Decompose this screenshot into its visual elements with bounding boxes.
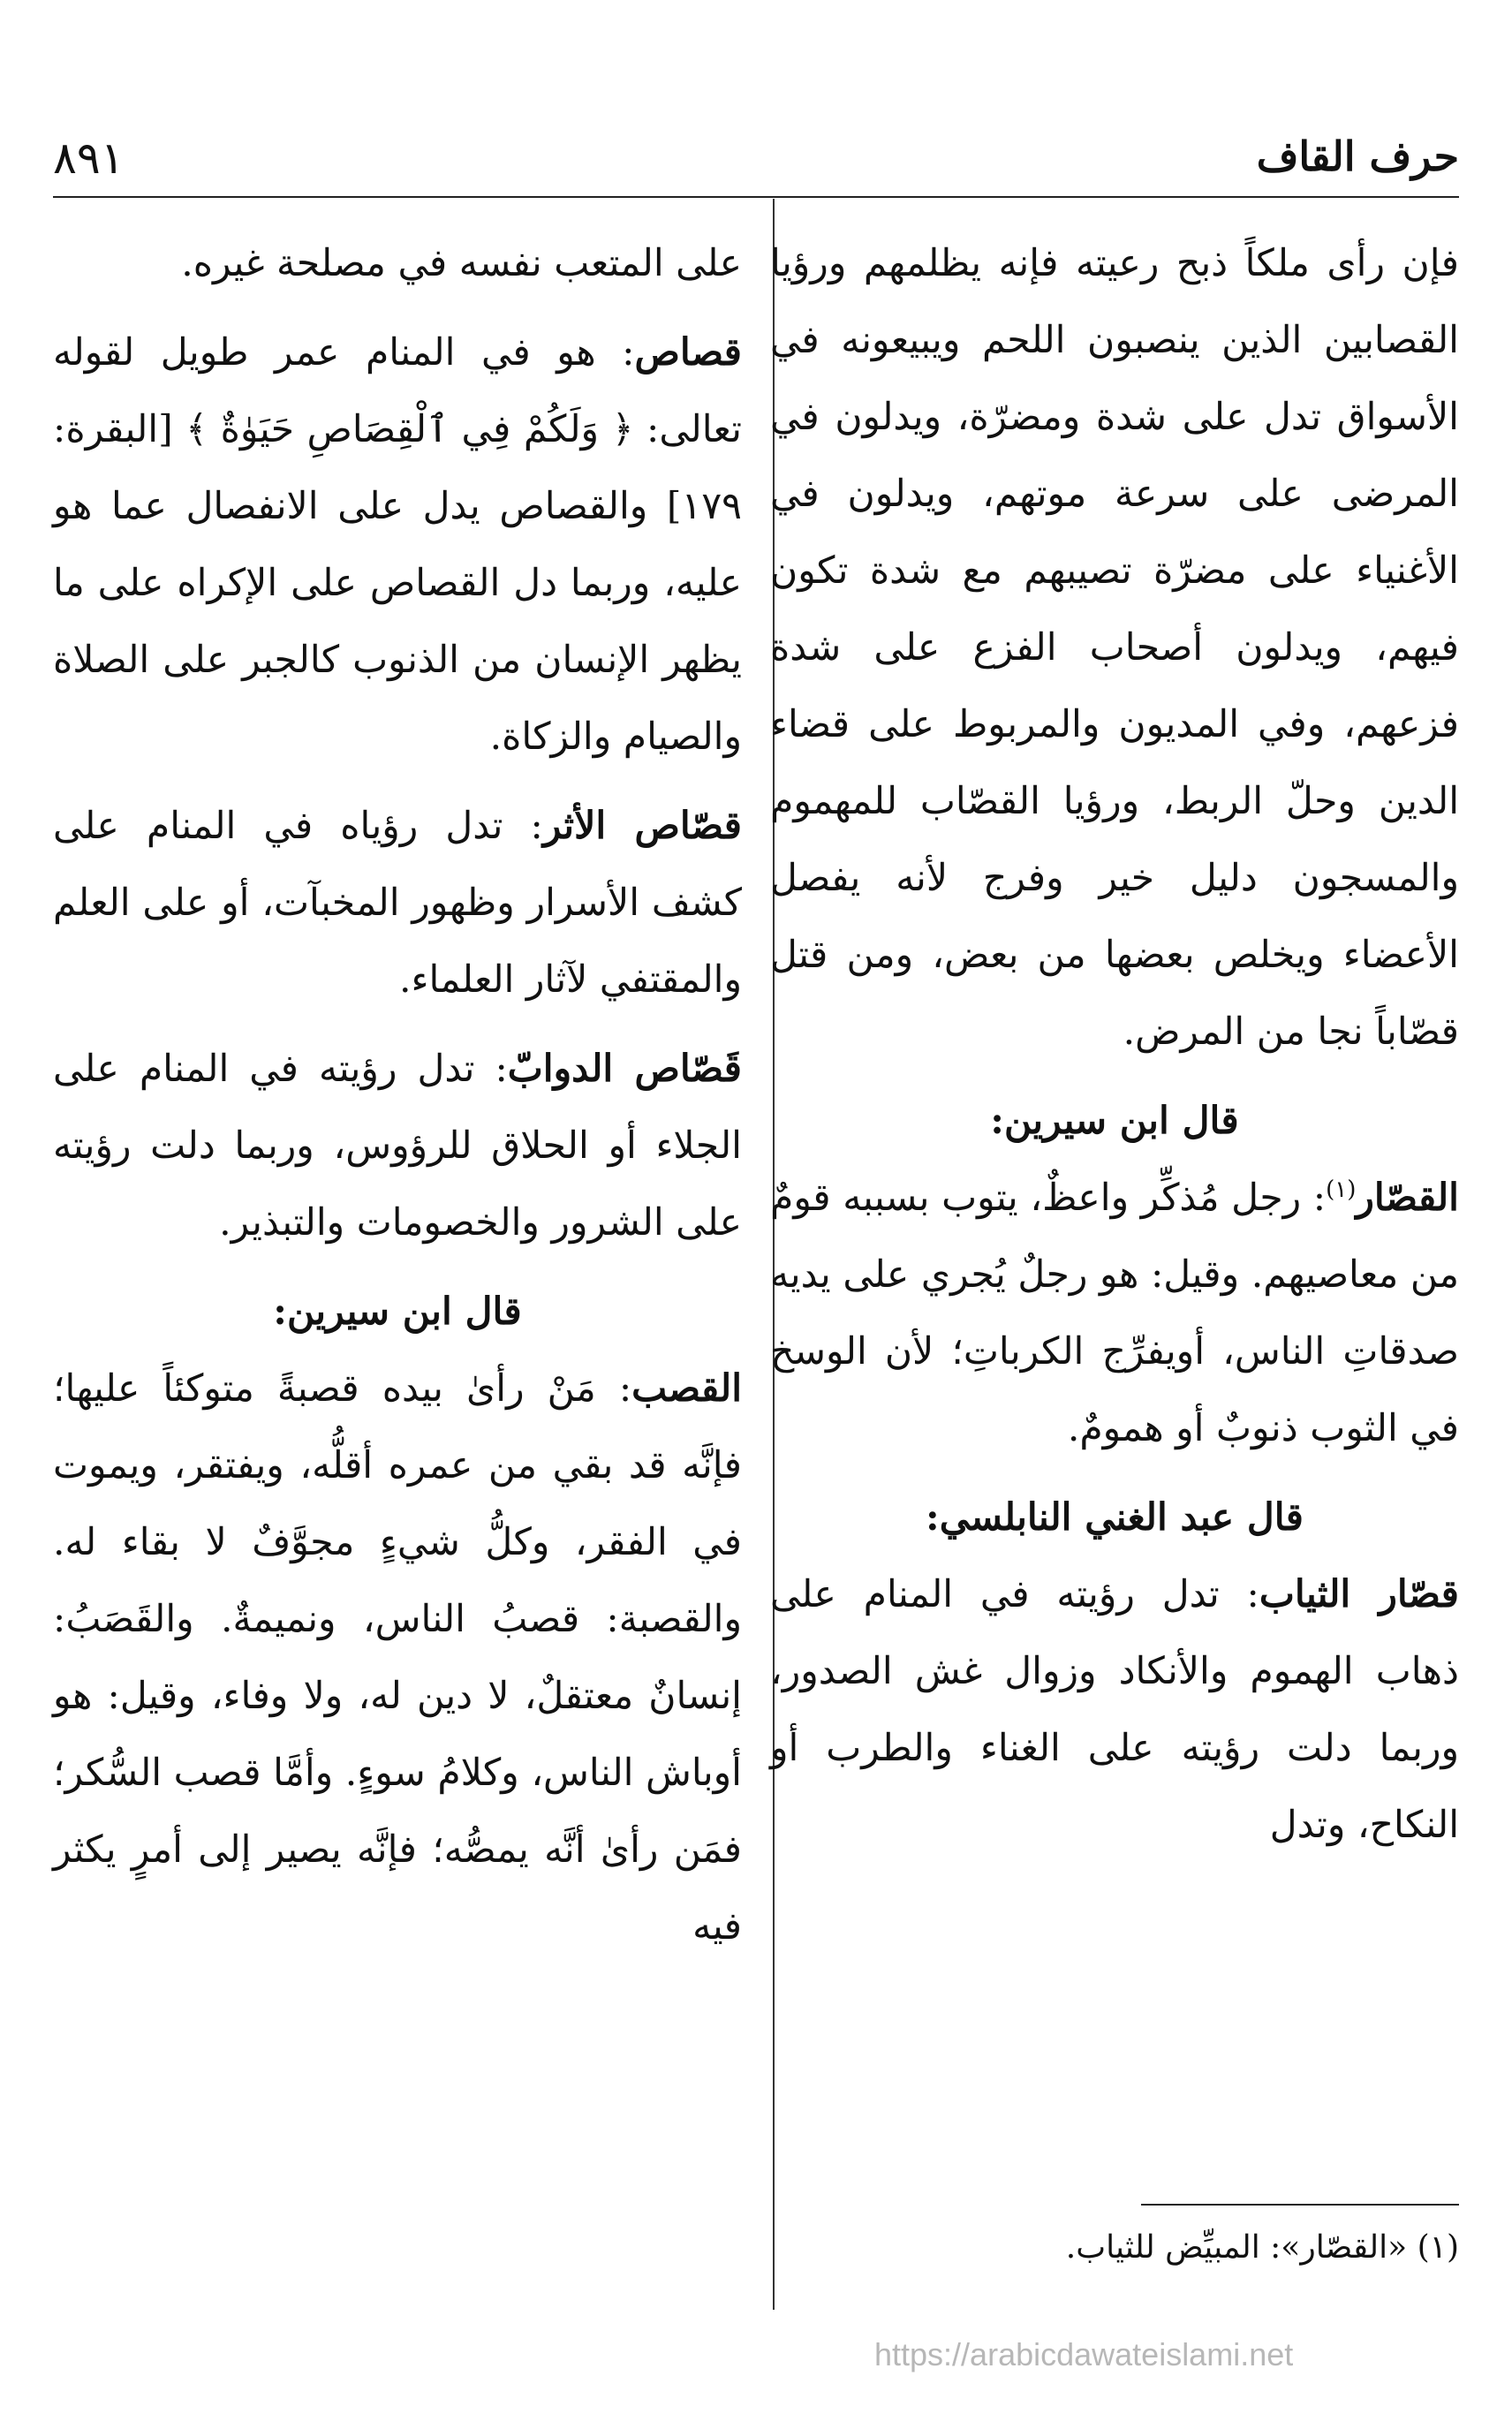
footnote-marker: (١) — [1417, 2229, 1459, 2266]
watermark-url: https://arabicdawateislami.net — [874, 2336, 1294, 2372]
entry-qassas-dawabb — [53, 1031, 742, 1261]
chapter-title: حرف القاف — [1256, 132, 1459, 180]
heading-ibn-sirin: قال ابن سيرين: — [990, 1099, 1239, 1143]
left-column — [53, 225, 742, 2336]
term-qassar: القصّار — [1356, 1176, 1459, 1220]
entry-qassas-athar — [53, 788, 742, 1018]
paragraph-continuation: على المتعب نفسه في مصلحة غيره. — [181, 242, 742, 285]
footnote-reference: (١) — [1326, 1176, 1357, 1203]
term-qassas-athar: قصّاص الأثر — [542, 804, 743, 848]
text-qassas-athar: : تدل رؤياه في المنام على كشف الأسرار وظهور المخبآت، أو على العلم والمقتفي لآثار العلماء. — [53, 805, 742, 1002]
header-rule — [53, 196, 1459, 198]
term-qassar-thiyab: قصّار الثياب — [1259, 1572, 1459, 1616]
text-qasab: : مَنْ رأىٰ بيده قصبةً متوكئاً عليها؛ فإنَّه قد بقي من عمره أقلُّه، ويفتقر، ويموت في الفقر، وكلُّ شيءٍ مجوَّفٌ لا بقاء له. والقصبة: قصبُ الناس، ونميمةٌ. والقَصَبُ: إنسانٌ معتقلٌ، لا دين له، ولا وفاء، وقيل: هو أوباش الناس، وكلامُ سوءٍ. وأمَّا قصب السُّكر؛ فمَن رأىٰ أنَّه يمصُّه؛ فإنَّه يصير إلى أمرٍ يكثر فيه — [53, 1367, 742, 1948]
page-header — [53, 132, 1459, 194]
footnote — [770, 2221, 1459, 2274]
quran-verse: ﴿ وَلَكُمْ فِي ٱلْقِصَاصِ حَيَوٰةٌ ﴾ — [185, 408, 634, 451]
term-qasab: القصب — [631, 1366, 742, 1411]
text-qassar-thiyab: : تدل رؤيته في المنام على ذهاب الهموم والأنكاد وزوال غش الصدور، وربما دلت رؤيته على الغناء والطرب أو النكاح، وتدل — [770, 1573, 1459, 1847]
text-qisas-1: : هو في المنام عمر طويل لقوله تعالى: — [53, 331, 742, 451]
entry-qassar — [770, 1160, 1459, 1467]
paragraph-butcher: فإن رأى ملكاً ذبح رعيته فإنه يظلمهم ورؤيا القصابين الذين ينصبون اللحم ويبيعونه في الأسواق تدل على شدة ومضرّة، ويدلون في المرضى على سرعة موتهم، ويدلون في الأغنياء على مضرّة تصيبهم مع شدة تكون فيهم، ويدلون أصحاب الفزع على شدة فزعهم، وفي المديون والمربوط على قضاء الدين وحلّ الربط، ورؤيا القصّاب للمهموم والمسجون دليل خير وفرج لأنه يفصل الأعضاء ويخلص بعضها من بعض، ومن قتل قصّاباً نجا من المرض. — [770, 242, 1459, 1054]
heading-nabulsi: قال عبد الغني النابلسي: — [926, 1495, 1304, 1540]
entry-qassar-thiyab — [770, 1556, 1459, 1864]
footnote-text: «القصّار»: المبيِّض للثياب. — [1065, 2229, 1408, 2266]
entry-qisas — [53, 314, 742, 776]
text-qassar: : رجل مُذكِّر واعظٌ، يتوب بسببه قومٌ من معاصيهم. وقيل: هو رجلٌ يُجري على يديه صدقاتِ الناس، أويفرِّج الكرباتِ؛ لأن الوسخ في الثوب ذنوبٌ أو همومٌ. — [770, 1177, 1459, 1450]
text-qisas-2: [البقرة: ١٧٩] والقصاص يدل على الانفصال عما هو عليه، وربما دل القصاص على الإكراه على ما يظهر الإنسان من الذنوب كالجبر على الصلاة والصيام والزكاة. — [53, 408, 742, 759]
heading-ibn-sirin-2: قال ابن سيرين: — [273, 1290, 522, 1334]
page-number: ٨٩١ — [53, 132, 125, 184]
term-qassas-dawabb: قَصّاص الدوابّ — [507, 1047, 742, 1091]
right-column — [770, 225, 1459, 2195]
text-qassas-dawabb: : تدل رؤيته في المنام على الجلاء أو الحلاق للرؤوس، وربما دلت رؤيته على الشرور والخصومات والتبذير. — [53, 1048, 742, 1245]
footnote-rule — [1141, 2204, 1459, 2206]
term-qisas: قصاص — [634, 330, 742, 375]
entry-qasab — [53, 1351, 742, 1965]
